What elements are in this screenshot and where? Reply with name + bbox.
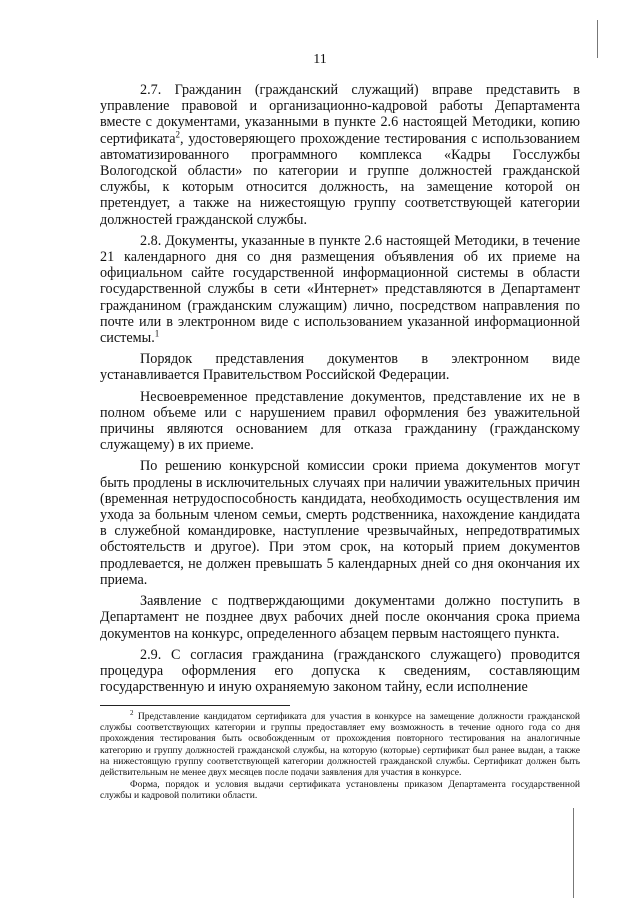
paragraph-application-submission: Заявление с подтверждающими документами должно поступить в Департамент не позднее двух рабочих дней после окончания срока приема документов на конкурс, определенного абзацем первым настоящего пункта.	[100, 593, 580, 642]
footnote-separator	[100, 705, 290, 706]
paragraph-electronic-procedure: Порядок представления документов в электронном виде устанавливается Правительством Российской Федерации.	[100, 351, 580, 384]
footnote-2: $^2$ Представление кандидатом сертификата для участия в конкурсе на замещение должности гражданской службы соответствующих категории и группы предоставляет ему возможность в течение одного года со дня прохождения тестирования быть освобожденным от прохождения повторного тестирования на аналогичные категорию и группу должностей гражданской службы, на которую (которые) сертификат был ранее выдан, а также на нижестоящую группу соответствующей категории должностей гражданской службы. Сертификат должен быть действительным не менее двух месяцев после подачи заявления для участия в конкурсе.	[100, 708, 580, 779]
paragraph-2-7: 2.7. Гражданин (гражданский служащий) вправе представить в управление правовой и организационно-кадровой работы Департамента вместе с документами, указанными в пункте 2.6 настоящей Методики, копию сертификата$^2$, удостоверяющего прохождение тестирования с использованием автоматизированного программного комплекса «Кадры Госслужбы Вологодской области» по категории и группе должностей гражданской службы, к которым относится должность, на замещение которой он претендует, а также на нижестоящую группу соответствующей категории должностей гражданской службы.	[100, 82, 580, 228]
scan-artifact-bottom	[573, 808, 574, 898]
paragraph-refusal-grounds: Несвоевременное представление документов, представление их не в полном объеме или с нарушением правил оформления без уважительной причины являются основанием для отказа гражданину (гражданскому служащему) в их приеме.	[100, 388, 580, 454]
footnote-ref: 2	[175, 128, 181, 139]
paragraph-2-8: 2.8. Документы, указанные в пункте 2.6 настоящей Методики, в течение 21 календарного дня со дня размещения объявления об их приеме на официальном сайте государственной информационной системы в области государственной службы в сети «Интернет» представляются в Департамент гражданином (гражданским служащим) лично, посредством направления по почте или в электронном виде с использованием указанной информационной системы.$^1$	[100, 232, 580, 347]
footnote-2-continuation: Форма, порядок и условия выдачи сертификата установлены приказом Департамента государственной службы и кадровой политики области.	[100, 779, 580, 802]
page-number: 11	[313, 52, 327, 67]
footnotes	[100, 708, 580, 803]
paragraph-deadline-extension: По решению конкурсной комиссии сроки приема документов могут быть продлены в исключительных случаях при наличии уважительных причин (временная нетрудоспособность кандидата, необходимость осуществления им ухода за больным членом семьи, смерть родственника, нахождение кандидата в служебной командировке, наступление чрезвычайных, непредотвратимых обстоятельств и другое). При этом срок, на который прием документов продлевается, не должен превышать 5 календарных дней со дня окончания их приема.	[100, 458, 580, 588]
scan-artifact-top	[597, 20, 598, 58]
footnote-marker: 2	[130, 708, 134, 717]
paragraph-2-9: 2.9. С согласия гражданина (гражданского служащего) проводится процедура оформления его допуска к сведениям, составляющим государственную и иную охраняемую законом тайну, если исполнение	[100, 646, 580, 696]
footnote-ref: 1	[154, 328, 160, 339]
body-text	[100, 82, 580, 700]
